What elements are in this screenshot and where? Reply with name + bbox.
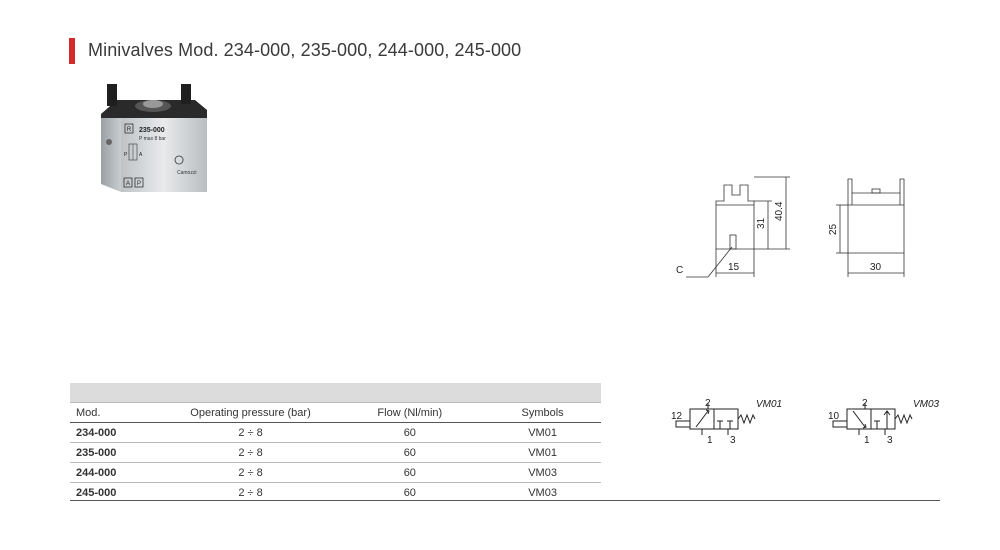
table-row — [70, 443, 601, 463]
cell-pressure: 2 ÷ 8 — [166, 423, 336, 443]
port-label-p-small: P — [124, 152, 128, 158]
symbol-vm01 — [668, 395, 788, 450]
product-photo — [95, 80, 215, 210]
cell-pressure: 2 ÷ 8 — [166, 443, 336, 463]
page-title: Minivalves Mod. 234-000, 235-000, 244-000, 245-000 — [88, 40, 522, 60]
vm03-port-10: 10 — [828, 411, 840, 422]
dim-callout: C — [676, 265, 684, 276]
symbol-vm03 — [825, 395, 945, 450]
dim-front-width: 30 — [870, 262, 882, 273]
port-label-a-small: A — [139, 152, 143, 158]
cell-symbol: VM03 — [528, 486, 557, 499]
table-header-row — [70, 403, 601, 423]
cell-pressure: 2 ÷ 8 — [166, 463, 336, 483]
cell-mod: 234-000 — [70, 423, 166, 443]
dim-height-total: 40.4 — [774, 201, 785, 221]
product-pressure-label: P max 8 bar — [139, 136, 166, 142]
vm03-port-1: 1 — [864, 435, 870, 446]
cell-symbol: VM03 — [484, 463, 601, 483]
col-header-symbols: Symbols — [484, 403, 601, 423]
vm01-port-2: 2 — [705, 398, 711, 409]
vm01-port-12: 12 — [671, 411, 683, 422]
bottom-rule — [70, 500, 940, 501]
dimension-drawings — [668, 165, 948, 285]
vm01-label: VM01 — [756, 399, 783, 410]
table-row — [70, 463, 601, 483]
cell-symbol: VM01 — [484, 443, 601, 463]
table-row — [70, 423, 601, 443]
cell-flow: 60 — [335, 423, 484, 443]
col-header-flow: Flow (Nl/min) — [335, 403, 484, 423]
cell-mod: 245-000 — [76, 486, 117, 499]
cell-mod: 244-000 — [70, 463, 166, 483]
vm03-port-2: 2 — [862, 398, 868, 409]
cell-flow: 60 — [403, 486, 416, 499]
cell-symbol: VM01 — [484, 423, 601, 443]
col-header-mod: Mod. — [70, 403, 166, 423]
table-band — [70, 383, 601, 403]
port-label-p: P — [136, 181, 142, 187]
col-header-pressure: Operating pressure (bar) — [166, 403, 336, 423]
cell-pressure: 2 ÷ 8 — [238, 486, 263, 499]
title-accent-bar — [69, 38, 75, 64]
product-model-label: 235-000 — [139, 127, 165, 134]
vm01-port-3: 3 — [730, 435, 736, 446]
dim-width: 15 — [728, 262, 740, 273]
brand-logo: Camozzi — [177, 170, 197, 176]
vm03-label: VM03 — [913, 399, 940, 410]
cell-flow: 60 — [335, 463, 484, 483]
vm03-port-3: 3 — [887, 435, 893, 446]
port-label-a: A — [125, 181, 131, 187]
vm01-port-1: 1 — [707, 435, 713, 446]
dim-height-body: 31 — [756, 217, 767, 229]
cell-mod: 235-000 — [70, 443, 166, 463]
cell-flow: 60 — [335, 443, 484, 463]
dim-front-height: 25 — [828, 223, 839, 235]
port-label-r: R — [126, 127, 132, 133]
spec-table — [70, 383, 601, 502]
